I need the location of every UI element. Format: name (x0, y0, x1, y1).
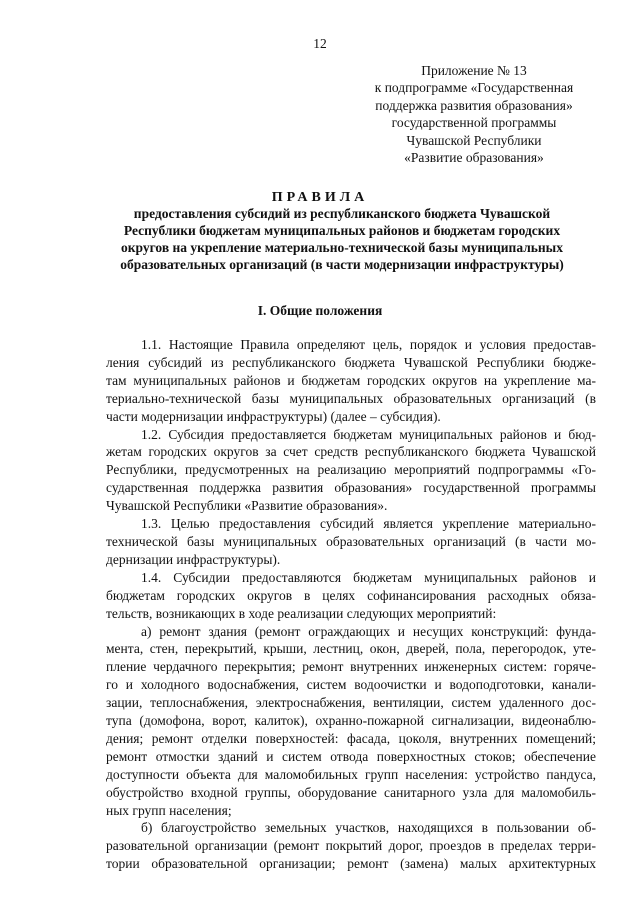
appendix-line: Приложение № 13 (421, 63, 527, 78)
page-number: 12 (313, 36, 327, 51)
appendix-line: государственной программы (391, 115, 557, 131)
paragraph-1-4-line: тельств, возникающих в ходе реализации следующих мероприятий: (106, 605, 497, 621)
paragraph-a-line: ных групп населения; (106, 802, 232, 818)
paragraph-a-line: го и холодного водоснабжения, систем водоочистки и водоподготовки, канали- (106, 677, 596, 693)
paragraph-1-1-line: ления субсидий из республиканского бюджета Чувашской Республики бюдже- (106, 354, 596, 370)
paragraph-a-line: мента, стен, перекрытий, крыши, лестниц, окон, дверей, пола, перегородок, уте- (106, 641, 596, 657)
paragraph-b-line: разовательной организации (ремонт покрытий дорог, проездов в пределах терри- (106, 838, 596, 854)
paragraph-1-2-line: сударственная поддержка развития образования» государственной программы (106, 480, 596, 496)
paragraph-a-line: обустройство входной группы, оборудование санитарного узла для маломобиль- (106, 784, 596, 800)
paragraph-a-line: тупа (домофона, ворот, калиток), охранно-пожарной сигнализации, видеонаблю- (106, 713, 596, 729)
paragraph-1-2-line: Республики, предусмотренных на реализацию мероприятий подпрограммы «Го- (106, 462, 596, 478)
paragraph-1-2-line: жетам городских округов за счет средств республиканского бюджета Чувашской (106, 444, 596, 460)
body-text (106, 336, 596, 873)
paragraph-1-2-line: 1.2. Субсидия предоставляется бюджетам муниципальных районов и бюд- (141, 426, 596, 442)
document-title: ПРАВИЛА (271, 190, 369, 205)
paragraph-a-line: пление чердачного перекрытия; ремонт внутренних инженерных систем: горяче- (106, 659, 596, 675)
paragraph-a-line: дения; ремонт отделки поверхностей: фасада, цоколя, внутренних помещений; (106, 730, 596, 746)
appendix-line: Чувашской Республики (406, 132, 542, 148)
paragraph-b-line: тории образовательной организации; ремонт (замена) малых архитектурных (106, 856, 596, 872)
appendix-line: поддержка развития образования» (375, 97, 573, 113)
paragraph-1-3-line: технической базы муниципальных образовательных организаций (в части мо- (106, 533, 596, 549)
paragraph-1-1-line: 1.1. Настоящие Правила определяют цель, порядок и условия предостав- (141, 337, 596, 352)
section-heading: I. Общие положения (257, 303, 383, 318)
paragraph-1-3-line: 1.3. Целью предоставления субсидий является укрепление материально- (141, 516, 596, 532)
appendix-line: «Развитие образования» (404, 150, 544, 166)
subtitle-line: округов на укрепление материально-технической базы муниципальных (121, 240, 563, 255)
subtitle-line: Республики бюджетам муниципальных районов и бюджетам городских (123, 223, 561, 238)
paragraph-1-1-line: части модернизации инфраструктуры) (далее – субсидия). (106, 408, 441, 424)
paragraph-b-line: б) благоустройство земельных участков, находящихся в пользовании об- (141, 820, 596, 836)
paragraph-a-line: ремонт отмостки зданий и систем отвода поверхностных стоков; обеспечение (106, 748, 596, 764)
appendix-block (362, 62, 586, 166)
appendix-line: к подпрограмме «Государственная (374, 80, 574, 96)
paragraph-1-3-line: дернизации инфраструктуры). (106, 551, 281, 567)
document-subtitle (100, 205, 584, 273)
paragraph-a-line: а) ремонт здания (ремонт ограждающих и несущих конструкций: фунда- (141, 623, 596, 639)
paragraph-1-1-line: там муниципальных районов и бюджетам городских округов на укрепление ма- (106, 372, 596, 388)
paragraph-1-2-line: Чувашской Республики «Развитие образования». (106, 498, 388, 514)
paragraph-a-line: доступности объекта для маломобильных групп населения: устройство пандуса, (106, 766, 596, 782)
paragraph-a-line: зации, теплоснабжения, электроснабжения, вентиляции, систем удаленного дос- (106, 695, 596, 711)
subtitle-line: образовательных организаций (в части модернизации инфраструктуры) (120, 257, 564, 272)
subtitle-line: предоставления субсидий из республиканского бюджета Чувашской (133, 206, 551, 221)
paragraph-1-4-line: 1.4. Субсидии предоставляются бюджетам муниципальных районов и (141, 569, 596, 585)
paragraph-1-1-line: териально-технической базы муниципальных образовательных организаций (в (106, 390, 596, 406)
paragraph-1-4-line: бюджетам городских округов в целях софинансирования расходных обяза- (106, 587, 596, 603)
